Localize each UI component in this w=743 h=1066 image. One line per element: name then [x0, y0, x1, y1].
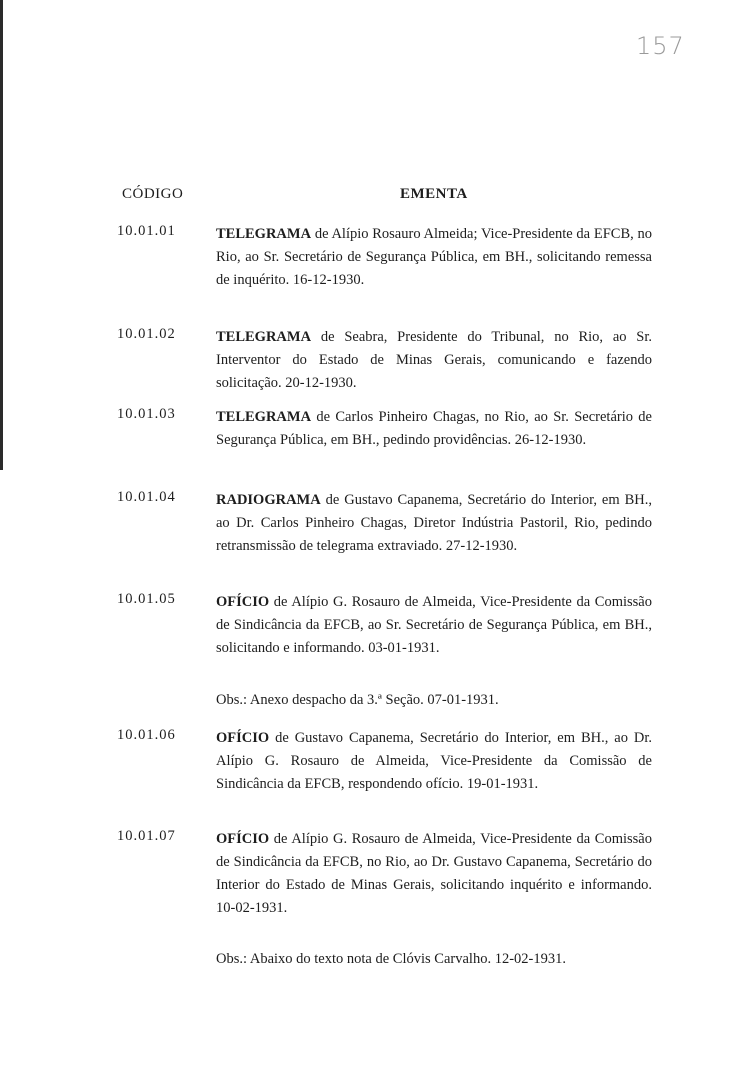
entry-type: TELEGRAMA	[216, 409, 312, 425]
entry-body: de Alípio G. Rosauro de Almeida, Vice-Presidente da Comissão de Sindicância da EFCB, ao Sr. Secretário de Segurança Pública, em BH., solicitando e informando. 03-01-1931.	[216, 594, 652, 656]
entry-type: TELEGRAMA	[216, 329, 312, 345]
entry-type: OFÍCIO	[216, 730, 270, 746]
entry-text	[216, 326, 652, 395]
entry-text	[216, 406, 652, 452]
entry-code: 10.01.03	[117, 406, 176, 422]
page-number: 157	[636, 32, 685, 60]
entry-text	[216, 591, 652, 660]
entry-obs-note: Obs.: Abaixo do texto nota de Clóvis Carvalho. 12-02-1931.	[216, 951, 566, 967]
entry-type: RADIOGRAMA	[216, 492, 321, 508]
entry-body: de Gustavo Capanema, Secretário do Interior, em BH., ao Dr. Carlos Pinheiro Chagas, Diretor Indústria Pastoril, Rio, pedindo retransmissão de telegrama extraviado. 27-12-1930.	[216, 492, 652, 554]
entry-code: 10.01.02	[117, 326, 176, 342]
entry-code: 10.01.07	[117, 828, 176, 844]
entry-body: de Gustavo Capanema, Secretário do Interior, em BH., ao Dr. Alípio G. Rosauro de Almeida, Vice-Presidente da Comissão de Sindicância da EFCB, respondendo ofício. 19-01-1931.	[216, 730, 652, 792]
entry-type: OFÍCIO	[216, 831, 270, 847]
entry-type: OFÍCIO	[216, 594, 270, 610]
entry-code: 10.01.04	[117, 489, 176, 505]
entry-text	[216, 727, 652, 796]
column-header-code: CÓDIGO	[122, 186, 184, 202]
entry-obs-note: Obs.: Anexo despacho da 3.ª Seção. 07-01-1931.	[216, 692, 499, 708]
entry-text	[216, 489, 652, 558]
entry-body: de Carlos Pinheiro Chagas, no Rio, ao Sr. Secretário de Segurança Pública, em BH., pedindo providências. 26-12-1930.	[216, 409, 652, 448]
entry-code: 10.01.05	[117, 591, 176, 607]
entry-code: 10.01.06	[117, 727, 176, 743]
entry-type: TELEGRAMA	[216, 226, 312, 242]
entry-code: 10.01.01	[117, 223, 176, 239]
entry-body: de Alípio G. Rosauro de Almeida, Vice-Presidente da Comissão de Sindicância da EFCB, no Rio, ao Dr. Gustavo Capanema, Secretário do Interior do Estado de Minas Gerais, solicitando inquérito e informando. 10-02-1931.	[216, 831, 652, 916]
entry-text	[216, 828, 652, 920]
entry-body: de Seabra, Presidente do Tribunal, no Rio, ao Sr. Interventor do Estado de Minas Gerais, comunicando e fazendo solicitação. 20-12-1930.	[216, 329, 652, 391]
entry-text	[216, 223, 652, 292]
column-header-ementa: EMENTA	[400, 186, 468, 202]
entry-body: de Alípio Rosauro Almeida; Vice-Presidente da EFCB, no Rio, ao Sr. Secretário de Segurança Pública, em BH., solicitando remessa de inquérito. 16-12-1930.	[216, 226, 652, 288]
